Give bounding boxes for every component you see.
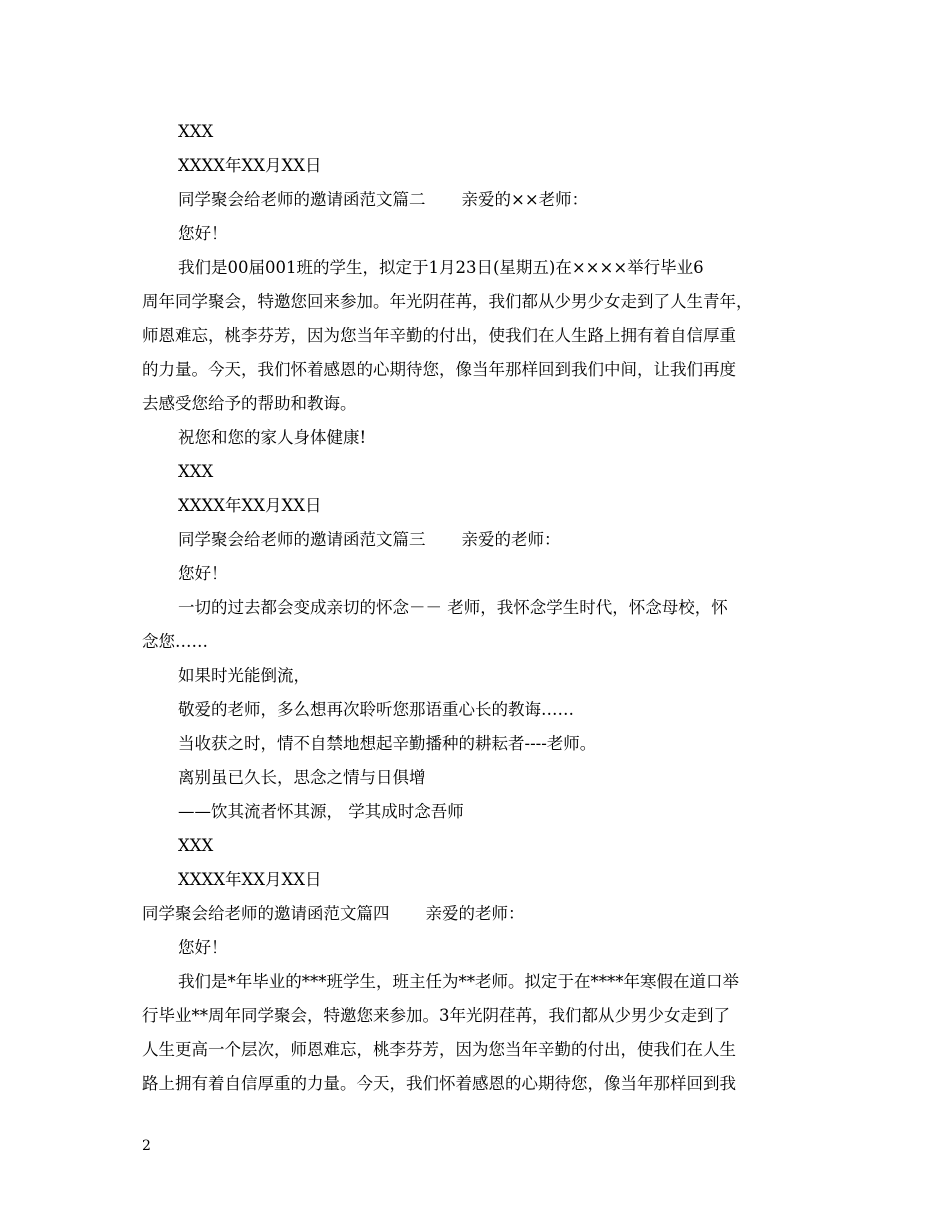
paragraph <box>142 254 822 417</box>
text-line: 您好！ <box>178 938 228 957</box>
section-title: 同学聚会给老师的邀请函范文篇四 <box>142 904 390 923</box>
paragraph <box>142 968 822 1097</box>
paragraph-line: 的力量。今天，我们怀着感恩的心期待您，像当年那样回到我们中间，让我们再度 <box>142 360 736 379</box>
section-title: 同学聚会给老师的邀请函范文篇二 <box>178 190 426 209</box>
paragraph-line: 周年同学聚会，特邀您回来参加。年光阴荏苒，我们都从少男少女走到了人生青年， <box>142 292 753 311</box>
salutation: 亲爱的老师： <box>461 530 561 549</box>
paragraph-line: 我们是00届001班的学生，拟定于1月23日(星期五)在××××举行毕业6 <box>178 258 704 277</box>
text-line: XXX <box>178 462 214 481</box>
text-line: 祝您和您的家人身体健康! <box>178 428 367 447</box>
text-line: XXXX年XX月XX日 <box>178 156 322 175</box>
text-line: XXX <box>178 122 214 141</box>
text-line: 您好！ <box>178 564 228 583</box>
salutation: 亲爱的××老师： <box>461 190 589 209</box>
paragraph-line: 师恩难忘，桃李芬芳，因为您当年辛勤的付出，使我们在人生路上拥有着自信厚重 <box>142 326 736 345</box>
paragraph-line: 路上拥有着自信厚重的力量。今天，我们怀着感恩的心期待您，像当年那样回到我 <box>142 1074 736 1093</box>
salutation: 亲爱的老师： <box>425 904 525 923</box>
text-line: XXXX年XX月XX日 <box>178 496 322 515</box>
text-line: XXXX年XX月XX日 <box>178 870 322 889</box>
section-heading <box>142 186 822 213</box>
paragraph-line: 念您…… <box>142 632 208 651</box>
page-number: 2 <box>142 1138 151 1154</box>
paragraph-line: 人生更高一个层次，师恩难忘，桃李芬芳，因为您当年辛勤的付出，使我们在人生 <box>142 1040 736 1059</box>
paragraph-line: 去感受您给予的帮助和教诲。 <box>142 394 357 413</box>
paragraph <box>142 594 822 655</box>
text-line: ——饮其流者怀其源， 学其成时念吾师 <box>178 802 464 821</box>
text-line: 敬爱的老师，多么想再次聆听您那语重心长的教诲…… <box>178 700 574 719</box>
section-heading <box>142 526 822 553</box>
document-body <box>142 118 822 1104</box>
text-line: 离别虽已久长，思念之情与日俱增 <box>178 768 426 787</box>
section-heading <box>142 900 822 927</box>
paragraph-line: 行毕业**周年同学聚会，特邀您来参加。3年光阴荏苒，我们都从少男少女走到了 <box>142 1006 730 1025</box>
section-title: 同学聚会给老师的邀请函范文篇三 <box>178 530 426 549</box>
text-line: XXX <box>178 836 214 855</box>
text-line: 您好！ <box>178 224 228 243</box>
paragraph-line: 我们是*年毕业的***班学生，班主任为**老师。拟定于在****年寒假在道口举 <box>178 972 739 991</box>
text-line: 当收获之时，情不自禁地想起辛勤播种的耕耘者----老师。 <box>178 734 597 753</box>
text-line: 如果时光能倒流， <box>178 666 310 685</box>
paragraph-line: 一切的过去都会变成亲切的怀念－－ 老师，我怀念学生时代，怀念母校，怀 <box>178 598 728 617</box>
